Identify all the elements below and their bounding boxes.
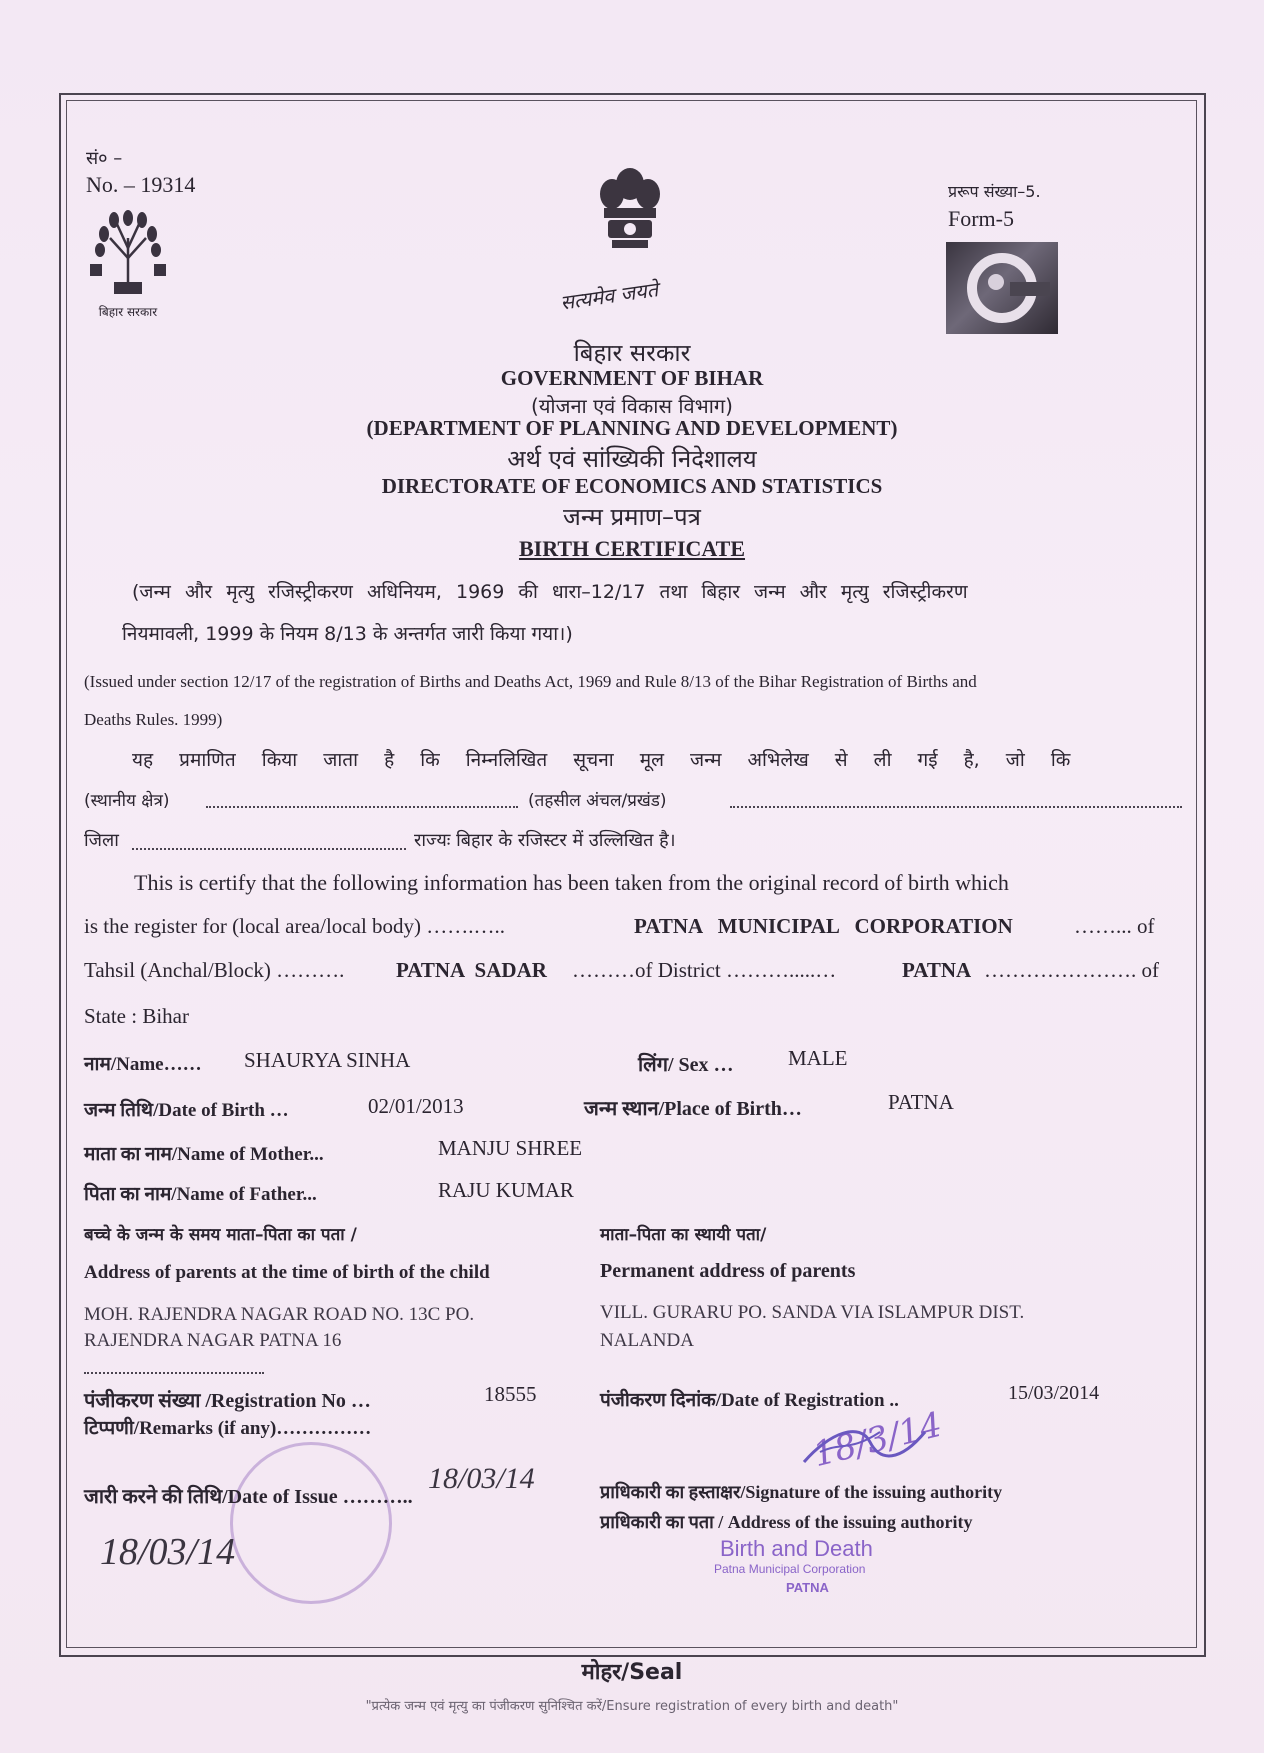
national-emblem-icon <box>590 162 670 272</box>
state-line-hi: राज्यः बिहार के रजिस्टर में उल्लिखित है। <box>414 830 676 851</box>
act-text-en-line2: Deaths Rules. 1999) <box>84 710 223 729</box>
permanent-address-line1: VILL. GURARU PO. SANDA VIA ISLAMPUR DIST. <box>600 1302 1025 1323</box>
registration-no-value: 18555 <box>484 1382 537 1406</box>
remarks-label: टिप्पणी/Remarks (if any)…………… <box>84 1418 372 1439</box>
act-text-hi-line1: (जन्म और मृत्यु रजिस्ट्रीकरण अधिनियम, 1969 की धारा–12/17 तथा बिहार जन्म और मृत्यु रजिस्ट्रीकरण <box>132 581 968 603</box>
mother-name-label: माता का नाम/Name of Mother... <box>84 1144 324 1165</box>
signature-scribble <box>800 1412 930 1472</box>
stamp-line2: Patna Municipal Corporation <box>714 1562 866 1576</box>
authority-address-label: प्राधिकारी का पता / Address of the issuing authority <box>600 1512 973 1532</box>
sex-value: MALE <box>788 1046 848 1070</box>
date-of-issue-handwritten: 18/03/14 <box>428 1462 535 1495</box>
seal-label: मोहर/Seal <box>581 1660 683 1685</box>
name-value: SHAURYA SINHA <box>244 1048 411 1072</box>
certificate-title-en: BIRTH CERTIFICATE <box>518 536 746 561</box>
district-suffix: …………………. of <box>984 958 1159 982</box>
father-name-label: पिता का नाम/Name of Father... <box>84 1184 317 1205</box>
tahsil-value: PATNA SADAR <box>396 958 547 982</box>
hologram-icon <box>946 242 1058 334</box>
birth-address-line1: MOH. RAJENDRA NAGAR ROAD NO. 13C PO. <box>84 1304 475 1325</box>
bihar-govt-logo <box>88 208 168 318</box>
dob-value: 02/01/2013 <box>368 1094 464 1118</box>
form-label-hi: प्ररूप संख्या–5. <box>948 182 1041 201</box>
stamp-line1: Birth and Death <box>720 1536 873 1561</box>
permanent-address-label-en: Permanent address of parents <box>600 1260 856 1282</box>
certify-text-en: This is certify that the following information has been taken from the original record of birth which <box>134 870 1009 895</box>
local-area-label-hi: (स्थानीय क्षेत्र) <box>84 791 170 811</box>
local-body-label: is the register for (local area/local body) …….….. <box>84 914 506 938</box>
govt-title-en: GOVERNMENT OF BIHAR <box>500 366 764 390</box>
signature-label: प्राधिकारी का हस्ताक्षर/Signature of the issuing authority <box>600 1482 1003 1502</box>
initial-date-handwritten: 18/03/14 <box>100 1531 236 1573</box>
pob-value: PATNA <box>888 1090 954 1114</box>
birth-address-label-hi: बच्चे के जन्म के समय माता–पिता का पता / <box>84 1225 357 1245</box>
official-round-stamp <box>230 1442 392 1604</box>
dept-title-en: (DEPARTMENT OF PLANNING AND DEVELOPMENT) <box>366 416 898 440</box>
district-label-hi: जिला <box>84 830 119 851</box>
permanent-address-line2: NALANDA <box>600 1330 694 1351</box>
tehsil-label-hi: (तहसील अंचल/प्रखंड) <box>528 791 667 811</box>
registration-date-label: पंजीकरण दिनांक/Date of Registration .. <box>600 1390 899 1411</box>
stamp-line3: PATNA <box>786 1580 829 1595</box>
district-blank <box>132 848 406 850</box>
registration-no-label: पंजीकरण संख्या /Registration No … <box>84 1390 371 1412</box>
permanent-address-label-hi: माता–पिता का स्थायी पता/ <box>600 1225 767 1245</box>
ensure-registration-footer: "प्रत्येक जन्म एवं मृत्यु का पंजीकरण सुनिश्चित करें/Ensure registration of every birth and death" <box>365 1699 899 1714</box>
state-value: State : Bihar <box>84 1004 189 1028</box>
tahsil-label: Tahsil (Anchal/Block) ………. <box>84 958 345 982</box>
serial-label-hi: सं० – <box>86 148 123 169</box>
birth-address-blank <box>84 1372 264 1374</box>
father-name-value: RAJU KUMAR <box>438 1178 574 1202</box>
form-number: Form-5 <box>948 206 1014 231</box>
registration-date-value: 15/03/2014 <box>1008 1382 1100 1404</box>
district-label: ………of District ……….....… <box>572 958 837 982</box>
pob-label: जन्म स्थान/Place of Birth… <box>584 1098 802 1120</box>
serial-number: No. – 19314 <box>86 172 196 197</box>
dob-label: जन्म तिथि/Date of Birth … <box>84 1100 289 1121</box>
local-area-blank <box>206 806 518 808</box>
bihar-logo-text: बिहार सरकार <box>98 305 158 319</box>
birth-address-label-en: Address of parents at the time of birth of the child <box>84 1262 490 1283</box>
date-of-issue-label: जारी करने की तिथि/Date of Issue ……….. <box>84 1486 413 1508</box>
directorate-title-hi: अर्थ एवं सांख्यिकी निदेशालय <box>507 445 757 473</box>
mother-name-value: MANJU SHREE <box>438 1136 583 1160</box>
signature-date-handwritten: 18/3/14 <box>809 1404 946 1476</box>
birth-address-line2: RAJENDRA NAGAR PATNA 16 <box>84 1330 342 1351</box>
certificate-title-hi: जन्म प्रमाण–पत्र <box>563 503 701 531</box>
name-label: नाम/Name…… <box>84 1054 202 1075</box>
act-text-hi-line2: नियमावली, 1999 के नियम 8/13 के अन्तर्गत जारी किया गया।) <box>122 623 573 645</box>
national-motto: सत्यमेव जयते <box>558 277 660 315</box>
dept-title-hi: (योजना एवं विकास विभाग) <box>531 394 733 418</box>
act-text-en-line1: (Issued under section 12/17 of the registration of Births and Deaths Act, 1969 and Rule 8/13 of the Bihar Registration of Births and <box>84 672 977 691</box>
local-body-value: PATNA MUNICIPAL CORPORATION <box>634 914 1013 938</box>
district-value: PATNA <box>902 958 972 982</box>
directorate-title-en: DIRECTORATE OF ECONOMICS AND STATISTICS <box>381 474 883 498</box>
govt-title-hi: बिहार सरकार <box>573 339 691 367</box>
certify-text-hi: यह प्रमाणित किया जाता है कि निम्नलिखित सूचना मूल जन्म अभिलेख से ली गई है, जो कि <box>132 749 1071 771</box>
tehsil-blank <box>730 806 1182 808</box>
sex-label: लिंग/ Sex … <box>638 1054 734 1076</box>
local-body-suffix: ……... of <box>1074 914 1155 938</box>
